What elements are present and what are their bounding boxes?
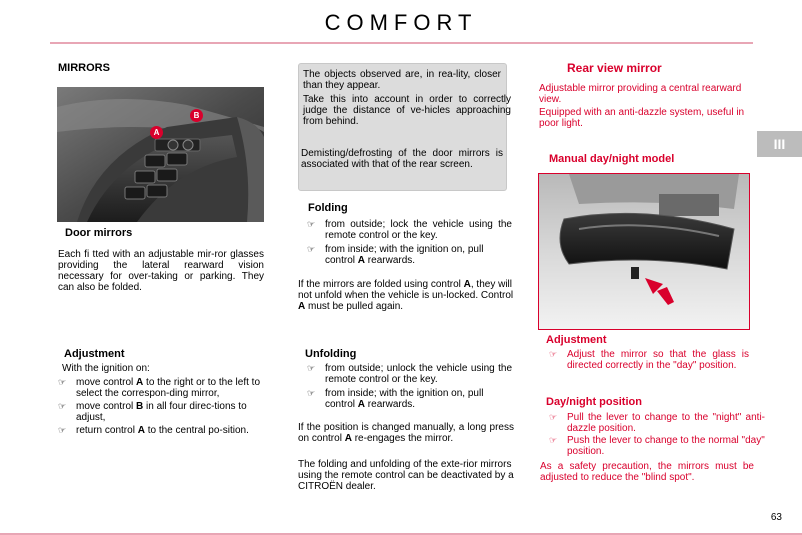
pointing-hand-icon: ☞ bbox=[549, 412, 558, 422]
pointing-hand-icon: ☞ bbox=[307, 363, 316, 373]
list-item: ☞ Adjust the mirror so that the glass is directed correctly in the "day" position. bbox=[549, 349, 749, 371]
rear-adjustment-list bbox=[549, 349, 749, 371]
control-a-marker: A bbox=[150, 126, 163, 139]
list-item: ☞ from outside; lock the vehicle using the remote control or the key. bbox=[307, 219, 512, 241]
folding-heading: Folding bbox=[308, 202, 348, 214]
unfolding-heading: Unfolding bbox=[305, 348, 357, 360]
list-item: ☞ from inside; with the ignition on, pull control A rearwards. bbox=[307, 244, 484, 266]
anti-dazzle-desc: Equipped with an anti-dazzle system, useful in poor light. bbox=[539, 107, 745, 129]
rear-mirror-heading: Rear view mirror bbox=[567, 61, 662, 75]
unfolding-list bbox=[307, 363, 512, 410]
day-night-heading: Day/night position bbox=[546, 396, 642, 408]
list-item: ☞ from outside; unlock the vehicle using the remote control or the key. bbox=[307, 363, 512, 385]
mirrors-heading: MIRRORS bbox=[58, 62, 110, 74]
page-title: COMFORT bbox=[324, 10, 478, 35]
door-mirrors-text: Each fi tted with an adjustable mir-ror glasses providing the lateral rearward vision necessary for over-taking or parking. They can also be folded. bbox=[58, 249, 264, 293]
list-item: ☞ move control B in all four direc-tions to adjust, bbox=[58, 401, 247, 423]
list-item: ☞ return control A to the central po-sition. bbox=[58, 425, 249, 436]
rear-adjustment-heading: Adjustment bbox=[546, 334, 607, 346]
pointing-hand-icon: ☞ bbox=[58, 425, 67, 435]
pointing-hand-icon: ☞ bbox=[58, 401, 67, 411]
pointing-hand-icon: ☞ bbox=[307, 244, 316, 254]
pointing-hand-icon: ☞ bbox=[549, 435, 558, 445]
adjustment-heading: Adjustment bbox=[64, 348, 125, 360]
adjustment-intro: With the ignition on: bbox=[62, 363, 150, 374]
rear-view-mirror-photo bbox=[538, 173, 750, 330]
pointing-hand-icon: ☞ bbox=[307, 388, 316, 398]
control-b-marker: B bbox=[190, 109, 203, 122]
demist-note: Demisting/defrosting of the door mirrors is associated with that of the rear screen. bbox=[301, 148, 503, 170]
deactivate-note: The folding and unfolding of the exte-rior mirrors using the remote control can be deactivated by a CITROËN dealer. bbox=[298, 459, 514, 492]
day-night-list bbox=[549, 412, 765, 457]
folding-note: If the mirrors are folded using control A, they will not unfold when the vehicle is un-locked. Control A must be pulled again. bbox=[298, 279, 514, 312]
list-item: ☞ Push the lever to change to the normal "day" position. bbox=[549, 435, 765, 457]
pointing-hand-icon: ☞ bbox=[58, 377, 67, 387]
list-item: ☞ move control A to the right or to the left to select the correspon-ding mirror, bbox=[58, 377, 260, 399]
rear-mirror-desc: Adjustable mirror providing a central rearward view. bbox=[539, 83, 742, 105]
safety-note: As a safety precaution, the mirrors must be adjusted to reduce the "blind spot". bbox=[540, 461, 754, 483]
list-item: ☞ Pull the lever to change to the "night" anti-dazzle position. bbox=[549, 412, 765, 434]
door-mirror-controls-photo bbox=[57, 87, 264, 222]
objects-note: The objects observed are, in rea-lity, closer than they appear. bbox=[303, 69, 501, 91]
folding-list bbox=[307, 219, 512, 266]
manual-change-note: If the position is changed manually, a long press on control A re-engages the mirror. bbox=[298, 422, 514, 444]
section-tab: III bbox=[757, 131, 802, 157]
distance-note: Take this into account in order to correctly judge the distance of ve-hicles approaching from behind. bbox=[303, 94, 511, 127]
pointing-hand-icon: ☞ bbox=[549, 349, 558, 359]
page-number: 63 bbox=[770, 512, 782, 523]
header-rule bbox=[50, 42, 753, 44]
door-mirrors-heading: Door mirrors bbox=[65, 227, 133, 239]
manual-model-heading: Manual day/night model bbox=[549, 153, 675, 165]
pointing-hand-icon: ☞ bbox=[307, 219, 316, 229]
list-item: ☞ from inside; with the ignition on, pull control A rearwards. bbox=[307, 388, 484, 410]
adjustment-list bbox=[58, 377, 266, 436]
